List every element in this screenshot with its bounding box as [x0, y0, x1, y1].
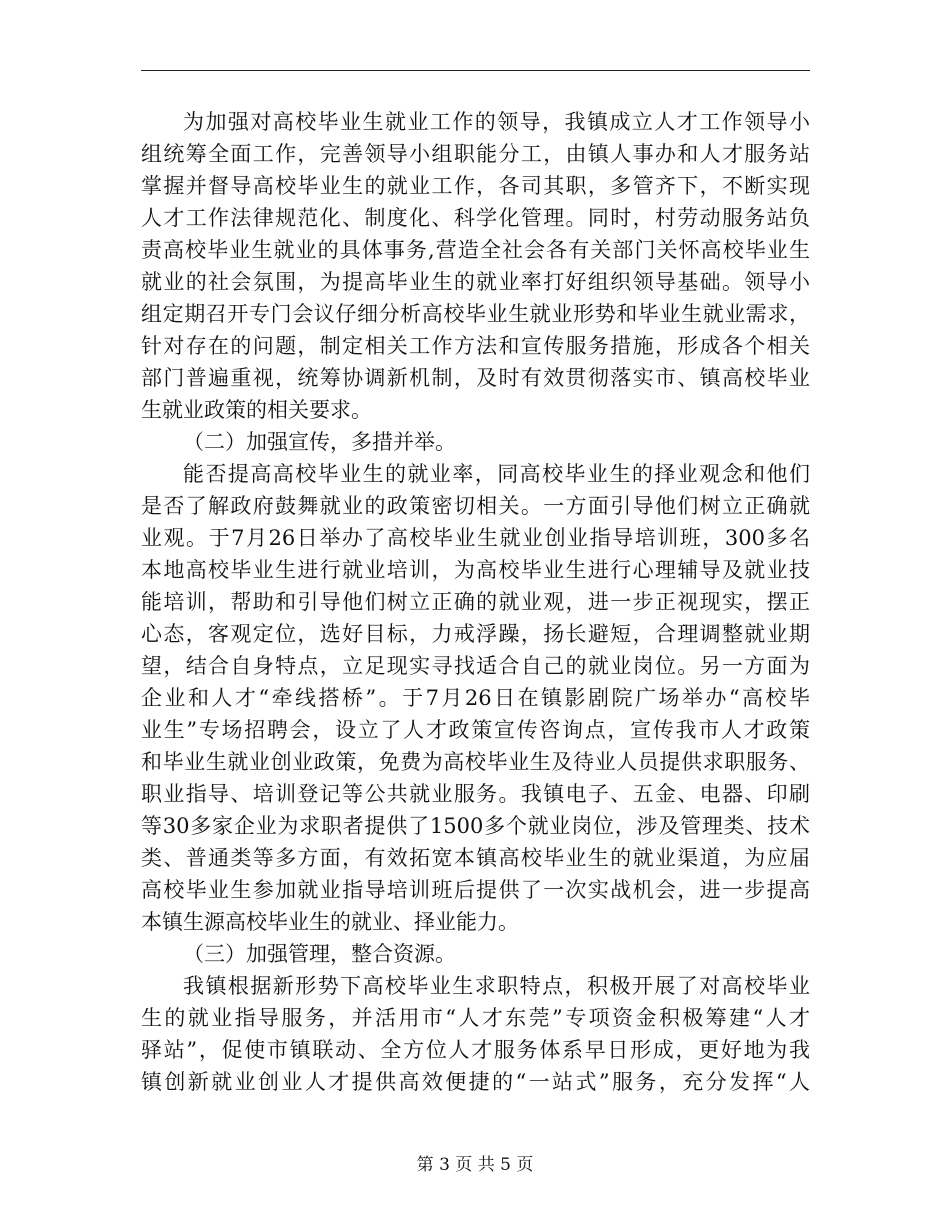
paragraph-line: 人才工作法律规范化、制度化、科学化管理。同时，村劳动服务站负 — [141, 206, 810, 230]
paragraph-line: 是否了解政府鼓舞就业的政策密切相关。一方面引导他们树立正确就 — [141, 494, 810, 518]
paragraph-line: 为加强对高校毕业生就业工作的领导，我镇成立人才工作领导小 — [183, 110, 810, 134]
paragraph-line: 业观。于7月26日举办了高校毕业生就业创业指导培训班，300多名 — [141, 526, 810, 550]
section-heading: （二）加强宣传，多措并举。 — [183, 430, 456, 454]
paragraph-line: 就业的社会氛围，为提高毕业生的就业率打好组织领导基础。领导小 — [141, 270, 810, 294]
header-rule — [141, 70, 810, 71]
paragraph-line: 本镇生源高校毕业生的就业、择业能力。 — [141, 910, 519, 934]
paragraph-line: 业生”专场招聘会，设立了人才政策宣传咨询点，宣传我市人才政策 — [141, 718, 810, 742]
paragraph-line: 部门普遍重视，统筹协调新机制，及时有效贯彻落实市、镇高校毕业 — [141, 366, 810, 390]
paragraph-line: 生的就业指导服务，并活用市“人才东莞”专项资金积极筹建“人才 — [141, 1006, 810, 1030]
paragraph-line: 和毕业生就业创业政策，免费为高校毕业生及待业人员提供求职服务、 — [141, 750, 810, 774]
paragraph-line: 驿站”，促使市镇联动、全方位人才服务体系早日形成，更好地为我 — [141, 1038, 810, 1062]
paragraph-line: 组定期召开专门会议仔细分析高校毕业生就业形势和毕业生就业需求， — [141, 302, 810, 326]
paragraph-line: 企业和人才“牵线搭桥”。于7月26日在镇影剧院广场举办“高校毕 — [141, 686, 810, 710]
paragraph-line: 类、普通类等多方面，有效拓宽本镇高校毕业生的就业渠道，为应届 — [141, 846, 810, 870]
paragraph-line: 高校毕业生参加就业指导培训班后提供了一次实战机会，进一步提高 — [141, 878, 810, 902]
section-heading: （三）加强管理，整合资源。 — [183, 942, 456, 966]
paragraph-line: 镇创新就业创业人才提供高效便捷的“一站式”服务，充分发挥“人 — [141, 1070, 810, 1094]
paragraph-line: 生就业政策的相关要求。 — [141, 398, 372, 422]
page-number-footer: 第 3 页 共 5 页 — [416, 1155, 534, 1175]
document-body — [141, 106, 810, 1098]
paragraph-line: 组统筹全面工作，完善领导小组职能分工，由镇人事办和人才服务站 — [141, 142, 810, 166]
paragraph-line: 能培训，帮助和引导他们树立正确的就业观，进一步正视现实，摆正 — [141, 590, 810, 614]
paragraph-line: 针对存在的问题，制定相关工作方法和宣传服务措施，形成各个相关 — [141, 334, 810, 358]
paragraph-line: 等30多家企业为求职者提供了1500多个就业岗位，涉及管理类、技术 — [141, 814, 810, 838]
paragraph-line: 心态，客观定位，选好目标，力戒浮躁，扬长避短，合理调整就业期 — [141, 622, 810, 646]
paragraph-line: 掌握并督导高校毕业生的就业工作，各司其职，多管齐下，不断实现 — [141, 174, 810, 198]
paragraph-line: 我镇根据新形势下高校毕业生求职特点，积极开展了对高校毕业 — [183, 974, 810, 998]
paragraph-line: 望，结合自身特点，立足现实寻找适合自己的就业岗位。另一方面为 — [141, 654, 810, 678]
paragraph-line: 能否提高高校毕业生的就业率，同高校毕业生的择业观念和他们 — [183, 462, 810, 486]
paragraph-line: 责高校毕业生就业的具体事务,营造全社会各有关部门关怀高校毕业生 — [141, 238, 810, 262]
paragraph-line: 职业指导、培训登记等公共就业服务。我镇电子、五金、电器、印刷 — [141, 782, 810, 806]
paragraph-line: 本地高校毕业生进行就业培训，为高校毕业生进行心理辅导及就业技 — [141, 558, 810, 582]
